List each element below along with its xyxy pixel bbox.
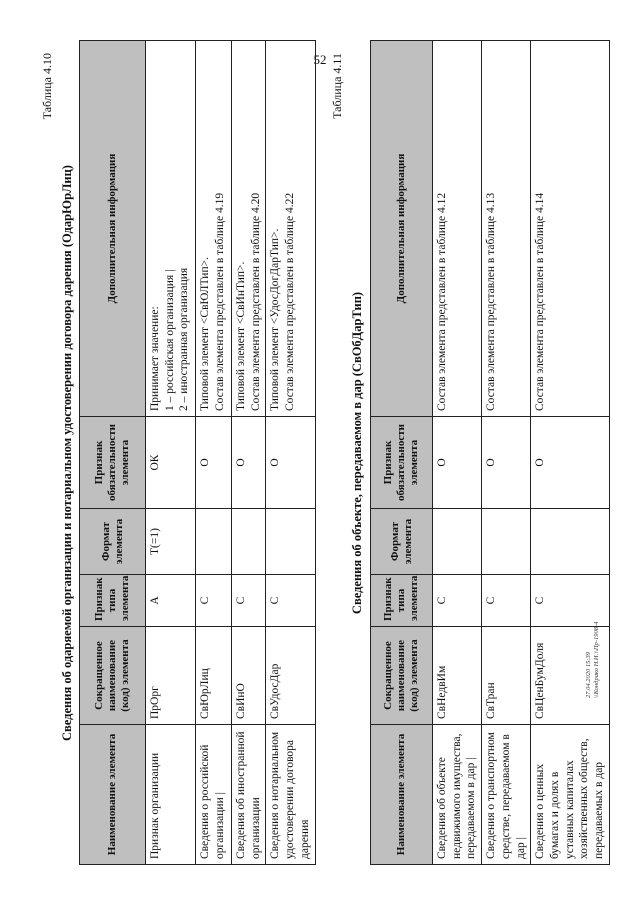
table-4-10-label: Таблица 4.10 [40,52,54,119]
cell-element-type: С [433,574,482,626]
info-line: Принимает значение: [149,305,161,411]
info-line: Состав элемента представлен в таблице 4.22 [284,192,297,411]
table-row [482,40,531,864]
header-cell: Дополнительная информация [371,40,433,416]
cell-element-name: Признак организации [146,724,196,864]
table-4-11 [370,40,610,865]
table-4-11-label: Таблица 4.11 [330,52,344,119]
cell-element-type: С [482,574,531,626]
header-cell: Формат элемента [371,508,433,574]
header-cell: Признак обязательности элемента [80,416,146,508]
table-row [196,40,232,864]
table-row [146,40,196,864]
info-line: 1 – российская организация | [163,269,176,411]
header-cell: Признак типа элемента [371,574,433,626]
cell-element-required: О [266,416,315,508]
cell-element-format [482,508,531,574]
header-cell: Признак типа элемента [80,574,146,626]
stamp-line: 27.04.2020 15:39 [585,651,592,698]
cell-additional-info [482,40,531,416]
cell-element-required: О [531,416,610,508]
cell-element-code: СвУдосДар [266,626,315,724]
info-line: Состав элемента представлен в таблице 4.19 [213,192,226,411]
cell-element-format [266,508,315,574]
cell-additional-info [232,40,266,416]
cell-element-type: С [232,574,266,626]
page-number: 52 [313,52,327,67]
cell-element-required: О [482,416,531,508]
info-line: Типовой элемент <СвИнТип>. [235,261,247,411]
cell-element-code: СвЮрЛиц [196,626,232,724]
cell-element-format: T(=1) [146,508,196,574]
rotated-page-content [40,33,606,873]
table-row [433,40,482,864]
table-row [232,40,266,864]
cell-element-format [531,508,610,574]
cell-element-name: Сведения о ценных бумагах и долях в уставных капиталах хозяйственных обществ, передаваемых в дар [531,724,610,864]
header-cell: Сокращенное наименование (код) элемента [80,626,146,724]
header-cell: Признак обязательности элемента [371,416,433,508]
cell-element-format [196,508,232,574]
info-line: Типовой элемент <СвЮЛТип>. [199,256,211,411]
document-stamp [585,568,601,698]
info-line: Состав элемента представлен в таблице 4.13 [485,192,498,411]
table-4-11-title: Сведения об объекте, передаваемом в дар (СвОбДарТип) [350,291,364,614]
cell-element-code: СвИнО [232,626,266,724]
cell-element-required: О [433,416,482,508]
cell-element-code: СвНедвИм [433,626,482,724]
cell-additional-info [146,40,196,416]
table-4-10 [79,40,316,865]
cell-additional-info [266,40,315,416]
table-row [266,40,315,864]
cell-element-name: Сведения об иностранной организации [232,724,266,864]
info-line: 2 – иностранная организация [178,267,191,411]
cell-element-type: С [531,574,610,626]
cell-element-code: ПрОрг [146,626,196,724]
table-row [531,40,610,864]
table-header-row [371,40,433,864]
cell-element-type: С [196,574,232,626]
cell-additional-info [433,40,482,416]
header-cell: Сокращенное наименование (код) элемента [371,626,433,724]
cell-element-name: Сведения о российской организации | [196,724,232,864]
cell-additional-info [531,40,610,416]
header-cell: Формат элемента [80,508,146,574]
cell-element-name: Сведения о нотариальном удостоверении договора дарения [266,724,315,864]
cell-element-name: Сведения о транспортном средстве, передаваемом в дар | [482,724,531,864]
info-line: Состав элемента представлен в таблице 4.20 [249,192,262,411]
cell-element-code: СвТран [482,626,531,724]
table-4-10-title: Сведения об одаряемой организации и нотариальном удостоверении договора дарения (ОдарЮрЛиц) [60,164,74,741]
cell-additional-info [196,40,232,416]
stamp-line: \\Кондрако Н.И.\\Пр-1908-4 [593,621,601,698]
cell-element-required: О [196,416,232,508]
info-line: Типовой элемент <УдосДогДарТип>. [269,228,282,411]
table-header-row [80,40,146,864]
header-cell: Наименование элемента [80,724,146,864]
cell-element-required: ОК [146,416,196,508]
cell-element-code: СвЦенБумДоля [531,626,610,724]
cell-element-required: О [232,416,266,508]
info-line: Состав элемента представлен в таблице 4.14 [534,192,547,411]
cell-element-format [232,508,266,574]
cell-element-type: А [146,574,196,626]
header-cell: Дополнительная информация [80,40,146,416]
cell-element-format [433,508,482,574]
header-cell: Наименование элемента [371,724,433,864]
info-line: Состав элемента представлен в таблице 4.12 [436,192,448,411]
cell-element-type: С [266,574,315,626]
cell-element-name: Сведения об объекте недвижимого имущества, передаваемом в дар | [433,724,482,864]
